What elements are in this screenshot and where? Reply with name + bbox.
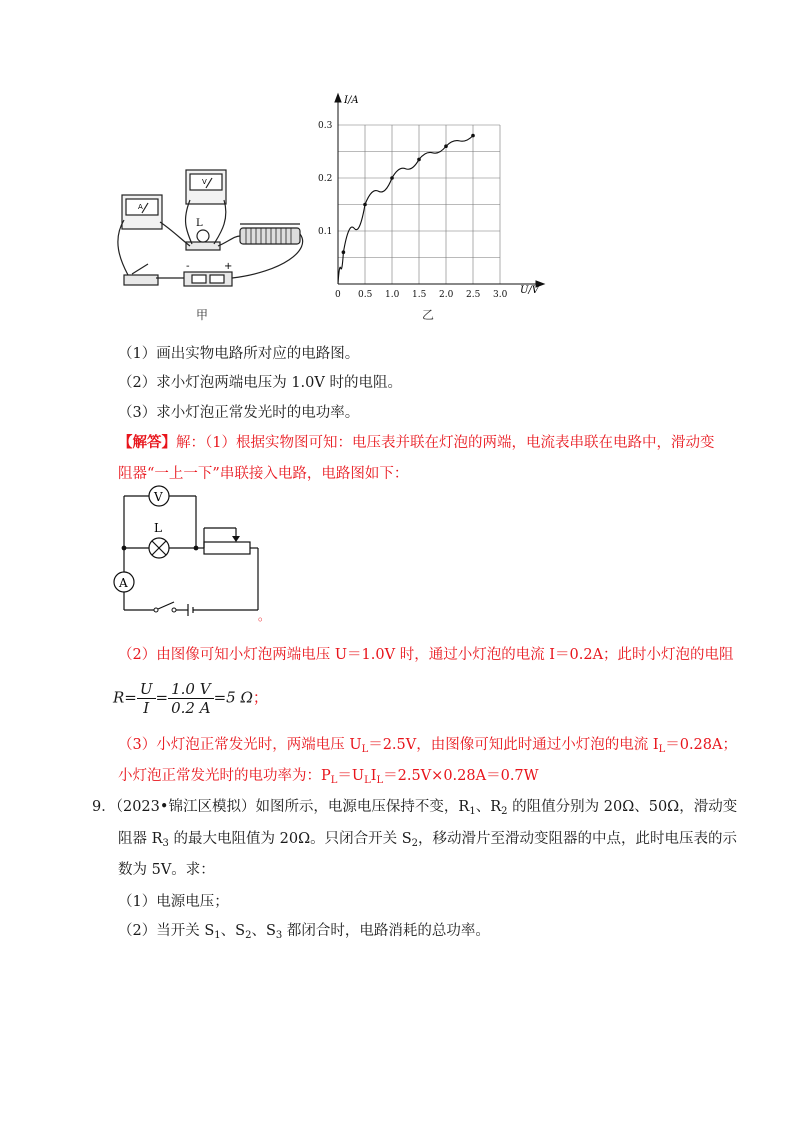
q9-l2-sub2: 2 — [411, 838, 419, 849]
apparatus-figure — [112, 160, 322, 300]
data-point — [417, 158, 421, 162]
p3l1-c: ＝0.28A； — [665, 737, 737, 753]
formula-result: 5 Ω — [226, 688, 253, 707]
answer-part-3-line-1 — [118, 733, 737, 755]
q9-s2-s2: 2 — [245, 930, 252, 941]
p3l2-sub1: L — [330, 775, 338, 786]
p3l2-c: I — [370, 768, 377, 784]
answer-text-1: 解：（1）根据实物图可知：电压表并联在灯泡的两端，电流表串联在电路中，滑动变 — [176, 435, 715, 451]
answer-line-1 — [118, 431, 714, 452]
y-axis-label: I/A — [344, 95, 359, 106]
x-tick-label: 1.0 — [385, 290, 400, 300]
q9-sub-1: （1）电源电压； — [118, 894, 229, 910]
q9-s2-b: 、S — [220, 923, 246, 939]
q9-line-3: 数为 5V。求： — [118, 862, 215, 878]
answer-tag: 【解答】 — [118, 434, 176, 451]
p3l2-sub2: L — [364, 775, 371, 786]
p3l1-a: （3）小灯泡正常发光时，两端电压 U — [118, 737, 362, 753]
data-point — [363, 203, 367, 207]
answer-part-2: （2）由图像可知小灯泡两端电压 U＝1.0V 时，通过小灯泡的电流 I＝0.2A；此时小灯泡的电阻 — [118, 647, 734, 663]
frac2-den: 0.2 A — [171, 699, 211, 717]
p3l2-d: ＝2.5V×0.28A＝0.7W — [383, 768, 539, 784]
q9-l2-sub: 3 — [162, 838, 169, 849]
question-1: （1）画出实物电路所对应的电路图。 — [118, 346, 360, 362]
question-3: （3）求小灯泡正常发光时的电功率。 — [118, 405, 360, 421]
formula-end: ； — [252, 688, 268, 707]
q9-sub-2 — [118, 919, 490, 941]
y-tick-label: 0.2 — [318, 174, 333, 184]
q9-s2-s1: 1 — [214, 930, 221, 941]
y-axis-arrow — [335, 94, 341, 102]
circuit-end-mark: 。 — [258, 609, 271, 623]
y-tick-label: 0.3 — [318, 121, 333, 131]
resistance-formula — [113, 680, 268, 717]
q9-line-1 — [92, 795, 737, 817]
q9-l1-b: 、R — [475, 799, 502, 815]
q9-l1-sub1: 1 — [469, 806, 476, 817]
battery-minus: - — [186, 261, 190, 272]
answer-part-3-line-2 — [118, 764, 539, 786]
p3l1-sub: L — [361, 744, 369, 755]
q9-l1-sub2: 2 — [501, 806, 508, 817]
q9-l2-a: 阻器 R — [118, 831, 163, 847]
p3l1-b: ＝2.5V，由图像可知此时通过小灯泡的电流 I — [368, 737, 659, 753]
ammeter-mark: A — [138, 203, 143, 211]
data-point — [444, 144, 448, 148]
iu-curve — [338, 136, 473, 284]
x-tick-label: 0.5 — [358, 290, 373, 300]
data-point — [390, 176, 394, 180]
q9-s2-s3: 3 — [275, 930, 283, 941]
x-tick-label: 0 — [335, 290, 341, 300]
answer-line-2: 阻器“一上一下”串联接入电路，电路图如下： — [118, 466, 409, 482]
x-axis-label: U/V — [520, 285, 540, 296]
x-tick-label: 3.0 — [493, 290, 508, 300]
frac1-num: U — [137, 680, 156, 699]
frac1-den: I — [143, 699, 150, 717]
p3l1-sub2: L — [658, 744, 666, 755]
q9-l2-b: 的最大电阻值为 20Ω。只闭合开关 S — [168, 831, 412, 847]
q9-s2-c: 、S — [251, 923, 276, 939]
data-point — [342, 250, 346, 254]
caption-yi: 乙 — [422, 308, 435, 322]
circuit-diagram — [108, 480, 271, 623]
formula-lhs: R — [113, 688, 125, 707]
circuit-ammeter-label: A — [119, 576, 128, 590]
x-tick-label: 1.5 — [412, 290, 427, 300]
q9-l2-c: ，移动滑片至滑动变阻器的中点，此时电压表的示 — [418, 831, 738, 847]
x-tick-label: 2.5 — [466, 290, 481, 300]
circuit-voltmeter-label: V — [154, 490, 163, 504]
voltmeter-mark: V — [202, 178, 207, 186]
circuit-bulb-label: L — [154, 521, 162, 535]
q9-s2-d: 都闭合时，电路消耗的总功率。 — [282, 923, 490, 939]
p3l2-b: ＝U — [337, 768, 365, 784]
caption-jia: 甲 — [196, 308, 209, 322]
formula-eq3: = — [213, 688, 227, 707]
formula-eq1: = — [124, 688, 137, 707]
fraction-values — [168, 680, 213, 717]
frac2-num: 1.0 V — [168, 680, 213, 699]
iu-chart — [310, 90, 550, 305]
p3l2-sub3: L — [376, 775, 384, 786]
fraction-u-over-i — [137, 680, 156, 717]
battery-plus: + — [224, 261, 233, 272]
data-point — [471, 134, 475, 138]
q9-line-2 — [118, 827, 737, 849]
q9-s2-a: （2）当开关 S — [118, 923, 215, 939]
p3l2-a: 小灯泡正常发光时的电功率为：P — [118, 768, 331, 784]
formula-eq2: = — [155, 688, 169, 707]
q9-l1-a: （2023•锦江区模拟）如图所示，电源电压保持不变，R — [115, 799, 470, 815]
x-tick-label: 2.0 — [439, 290, 454, 300]
q9-number: 9． — [92, 799, 116, 815]
y-tick-label: 0.1 — [318, 227, 333, 237]
bulb-label: L — [196, 218, 203, 229]
question-2: （2）求小灯泡两端电压为 1.0V 时的电阻。 — [118, 375, 402, 391]
q9-l1-c: 的阻值分别为 20Ω、50Ω，滑动变 — [507, 799, 738, 815]
